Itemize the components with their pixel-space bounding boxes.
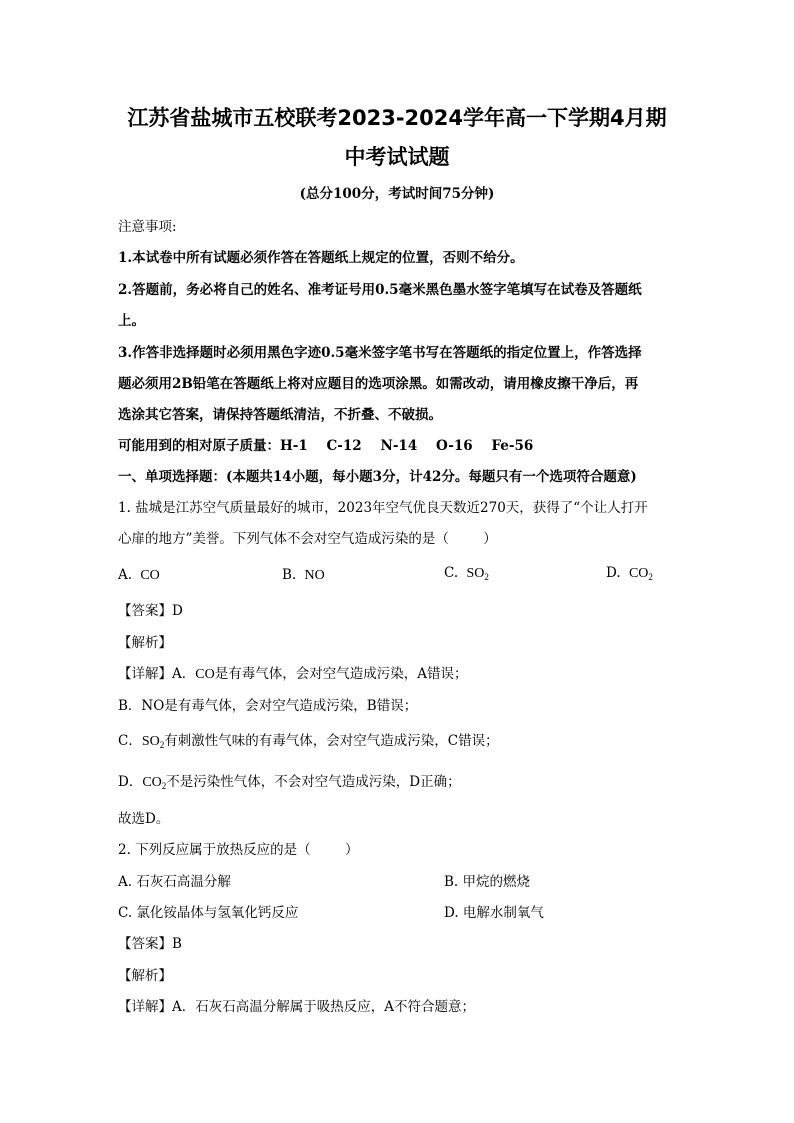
q1-option-d-formula bbox=[629, 566, 653, 581]
notes-item-2-line1: 2.答题前，务必将自己的姓名、准考证号用0.5毫米黑色墨水签字笔填写在试卷及答题纸 bbox=[118, 282, 642, 298]
q1-detail-d-prefix: D． bbox=[118, 774, 143, 790]
q1-option-c-formula bbox=[466, 566, 488, 581]
q1-detail-c-main: SO bbox=[141, 734, 160, 749]
q1-option-b bbox=[282, 566, 325, 585]
q1-detail-d-chem bbox=[142, 775, 166, 790]
exam-title-line1: 江苏省盐城市五校联考2023-2024学年高一下学期4月期 bbox=[127, 106, 667, 130]
q1-detail-a-text: 是有毒气体，会对空气造成污染，A错误； bbox=[214, 666, 468, 682]
q1-detail-d-text: 不是污染性气体，不会对空气造成污染，D正确； bbox=[166, 774, 461, 790]
section-heading: 一、单项选择题：(本题共14小题，每小题3分，计42分。每题只有一个选项符合题意) bbox=[118, 469, 637, 485]
q1-option-a-label: A. bbox=[118, 567, 133, 583]
notes-item-1: 1.本试卷中所有试题必须作答在答题纸上规定的位置，否则不给分。 bbox=[118, 250, 524, 266]
notes-heading: 注意事项: bbox=[118, 219, 177, 235]
q1-detail-c-sub: 2 bbox=[159, 740, 165, 750]
notes-item-3-line2: 题必须用2B铅笔在答题纸上将对应题目的选项涂黑。如需改动，请用橡皮擦干净后，再 bbox=[118, 376, 639, 392]
q1-detail-a bbox=[118, 665, 467, 684]
q2-detail-a: 【详解】A．石灰石高温分解属于吸热反应，A不符合题意； bbox=[118, 999, 475, 1015]
q1-option-a-text: CO bbox=[140, 568, 160, 583]
q1-option-c bbox=[444, 564, 489, 583]
exam-title-line2: 中考试试题 bbox=[344, 145, 450, 169]
q2-analysis-heading: 【解析】 bbox=[118, 968, 172, 984]
q1-detail-c-chem bbox=[142, 734, 164, 749]
q2-answer: 【答案】B bbox=[118, 936, 182, 952]
q1-option-a bbox=[118, 566, 160, 585]
q1-option-c-label: C. bbox=[444, 565, 459, 581]
q2-stem: 2. 下列反应属于放热反应的是（ ） bbox=[118, 842, 359, 858]
q1-option-d-main: CO bbox=[628, 566, 649, 581]
q1-analysis-heading: 【解析】 bbox=[118, 635, 172, 651]
q1-conclusion: 故选D。 bbox=[118, 811, 170, 827]
q1-detail-a-chem: CO bbox=[195, 667, 215, 682]
q1-detail-d bbox=[118, 773, 461, 792]
q1-detail-c-prefix: C． bbox=[118, 733, 142, 749]
q1-option-c-main: SO bbox=[466, 566, 485, 581]
q1-option-b-label: B. bbox=[282, 567, 297, 583]
q1-detail-b: B．NO是有毒气体，会对空气造成污染，B错误； bbox=[118, 698, 418, 714]
q1-option-d-label: D. bbox=[606, 565, 621, 581]
atomic-mass-line: 可能用到的相对原子质量：H-1 C-12 N-14 O-16 Fe-56 bbox=[118, 438, 534, 454]
q1-detail-c-text: 有刺激性气味的有毒气体，会对空气造成污染，C错误； bbox=[164, 733, 499, 749]
q1-detail-a-prefix: 【详解】A． bbox=[118, 666, 196, 682]
q1-detail-d-sub: 2 bbox=[161, 781, 167, 791]
q2-option-c: C. 氯化铵晶体与氢氧化钙反应 bbox=[118, 905, 299, 921]
notes-item-2-line2: 上。 bbox=[118, 313, 145, 329]
q1-option-d-sub: 2 bbox=[648, 572, 653, 582]
q2-option-d: D. 电解水制氧气 bbox=[444, 905, 544, 921]
q1-answer: 【答案】D bbox=[118, 603, 183, 619]
q1-detail-c bbox=[118, 732, 499, 751]
q1-detail-d-main: CO bbox=[142, 775, 162, 790]
q1-stem-line1: 1. 盐城是江苏空气质量最好的城市，2023年空气优良天数近270天，获得了“个让人打开 bbox=[118, 500, 648, 516]
q1-option-b-text: NO bbox=[304, 568, 325, 583]
notes-item-3-line1: 3.作答非选择题时必须用黑色字迹0.5毫米签字笔书写在答题纸的指定位置上，作答选择 bbox=[118, 345, 642, 361]
q1-option-d bbox=[606, 564, 653, 583]
q2-option-b: B. 甲烷的燃烧 bbox=[444, 874, 531, 890]
q1-stem-line2: 心扉的地方”美誉。下列气体不会对空气造成污染的是（ ） bbox=[118, 531, 497, 547]
q2-option-a: A. 石灰石高温分解 bbox=[118, 874, 231, 890]
q1-option-c-sub: 2 bbox=[484, 572, 489, 582]
notes-item-3-line3: 选涂其它答案，请保持答题纸清洁，不折叠、不破损。 bbox=[118, 407, 442, 423]
exam-subtitle: (总分100分，考试时间75分钟) bbox=[299, 186, 495, 202]
